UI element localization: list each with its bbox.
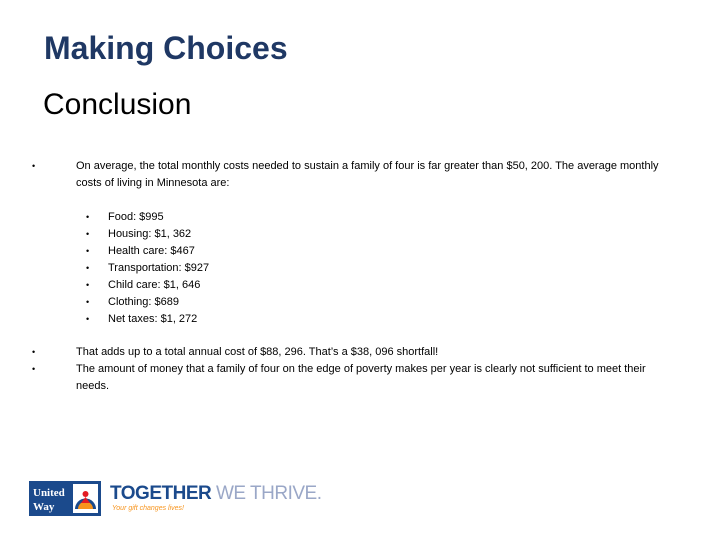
tagline-we-thrive: WE THRIVE. [216, 483, 322, 504]
cost-text: Food: $995 [108, 211, 164, 223]
conclusion-text: That adds up to a total annual cost of $88, 296. That’s a $38, 096 shortfall! [76, 346, 439, 358]
list-item-cost [30, 209, 680, 226]
cost-list [30, 209, 680, 328]
cost-text: Housing: $1, 362 [108, 228, 192, 240]
bullet-icon: • [86, 263, 90, 273]
slide-title: Making Choices [44, 30, 288, 66]
bullet-icon: • [86, 212, 90, 222]
list-item-intro [30, 158, 680, 192]
footer-slogan: Your gift changes lives! [112, 505, 184, 512]
footer-tagline [110, 483, 322, 505]
bullet-icon: • [86, 280, 90, 290]
bullet-icon: • [32, 364, 36, 374]
bullet-icon: • [86, 229, 90, 239]
intro-text: On average, the total monthly costs needed to sustain a family of four is far greater than $50, 200. The average monthly costs of living in Minnesota are: [76, 160, 659, 189]
bullet-icon: • [32, 347, 36, 357]
cost-text: Child care: $1, 646 [108, 279, 201, 291]
logo-text-way: Way [33, 501, 55, 513]
bullet-icon: • [32, 161, 36, 171]
list-item-conclusion [30, 344, 680, 361]
bullet-icon: • [86, 314, 90, 324]
list-item-cost [30, 277, 680, 294]
bullet-icon: • [86, 246, 90, 256]
conclusion-text: The amount of money that a family of four on the edge of poverty makes per year is clearly not sufficient to meet their needs. [76, 363, 646, 392]
list-item-cost [30, 294, 680, 311]
cost-text: Net taxes: $1, 272 [108, 313, 198, 325]
list-item-cost [30, 243, 680, 260]
logo-text-united: United [33, 487, 65, 499]
logo-person-head-icon [83, 491, 89, 497]
cost-text: Health care: $467 [108, 245, 195, 257]
slide-body [30, 158, 680, 395]
cost-text: Clothing: $689 [108, 296, 179, 308]
tagline-together: TOGETHER [110, 483, 216, 504]
list-item-cost [30, 311, 680, 328]
united-way-logo [29, 481, 101, 516]
cost-text: Transportation: $927 [108, 262, 210, 274]
list-item-cost [30, 226, 680, 243]
bullet-icon: • [86, 297, 90, 307]
list-item-cost [30, 260, 680, 277]
slide-subtitle: Conclusion [43, 88, 192, 121]
list-item-conclusion [30, 361, 680, 395]
